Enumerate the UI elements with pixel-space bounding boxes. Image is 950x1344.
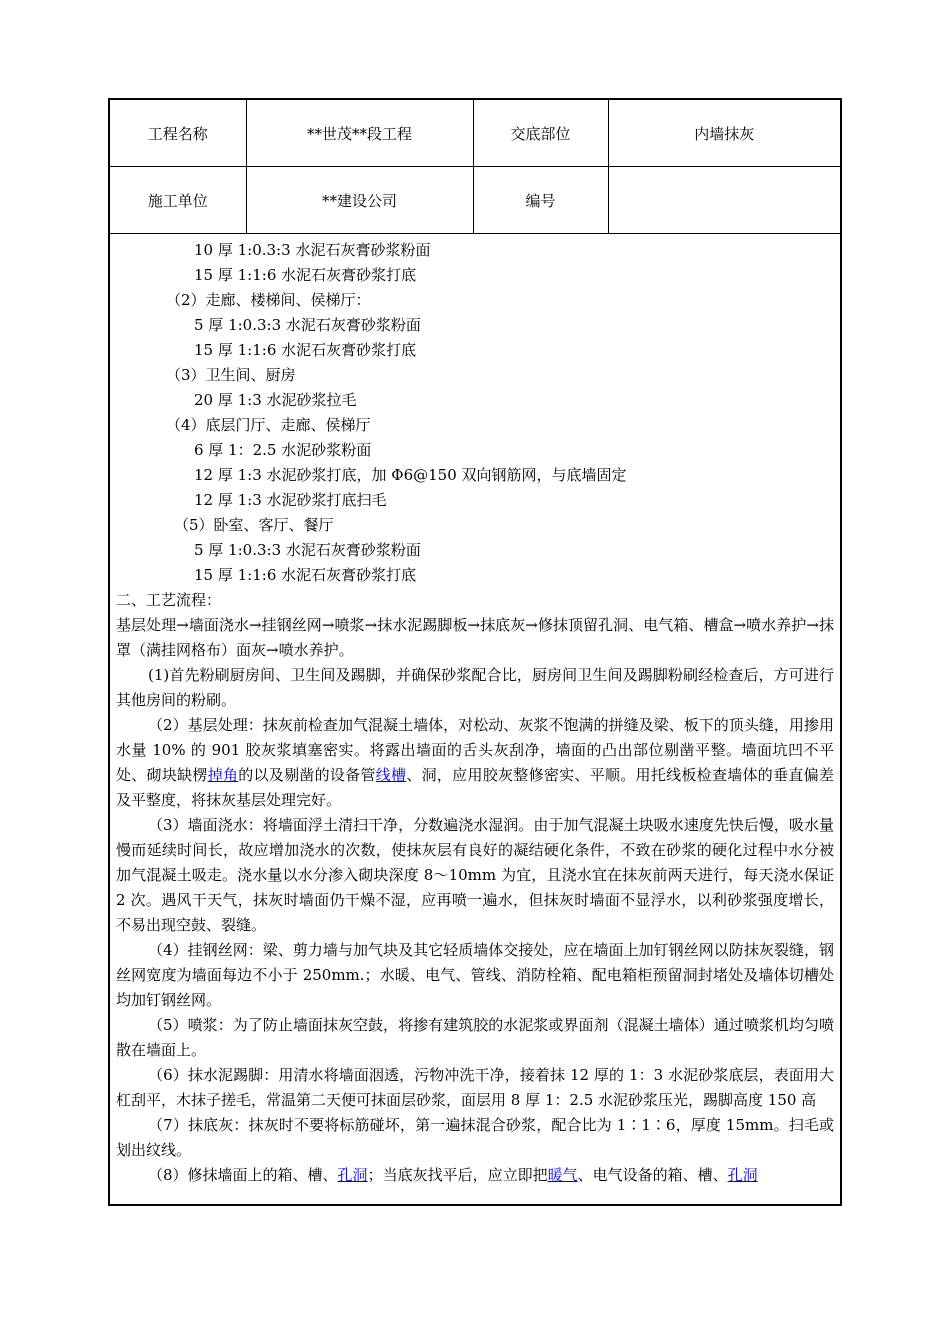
paragraph-2-text-b: 的以及剔凿的设备管 bbox=[238, 766, 376, 784]
layer-line: 15 厚 1:1:6 水泥石灰膏砂浆打底 bbox=[194, 566, 417, 584]
paragraph-1: (1)首先粉刷厨房间、卫生间及踢脚，并确保砂浆配合比，厨房间卫生间及踢脚粉刷经检查后，方可进行其他房间的粉刷。 bbox=[116, 666, 834, 709]
subsection-heading: （5）卧室、客厅、餐厅 bbox=[174, 516, 334, 534]
document-body bbox=[116, 238, 834, 1204]
location-label: 交底部位 bbox=[473, 100, 608, 167]
unit-value: **建设公司 bbox=[246, 167, 473, 234]
subsection-heading: （4）底层门厅、走廊、侯梯厅 bbox=[166, 416, 371, 434]
number-value bbox=[608, 167, 840, 234]
paragraph-2 bbox=[116, 713, 834, 813]
layer-line: 5 厚 1:0.3:3 水泥石灰膏砂浆粉面 bbox=[194, 541, 421, 559]
paragraph-4: （4）挂钢丝网：梁、剪力墙与加气块及其它轻质墙体交接处，应在墙面上加钉钢丝网以防抹灰裂缝，钢丝网宽度为墙面每边不小于 250mm.；水暖、电气、管线、消防栓箱、配电箱柜预留洞封堵处及墙体切槽处均加钉钢丝网。 bbox=[116, 941, 834, 1009]
unit-label: 施工单位 bbox=[110, 167, 246, 234]
layer-line: 10 厚 1:0.3:3 水泥石灰膏砂浆粉面 bbox=[194, 241, 431, 259]
paragraph-2-text-c: 、洞，应用胶灰整修密实、平顺。用托线板检查墙体的垂直偏差及平整度，将抹灰基层处理完好。 bbox=[116, 766, 834, 809]
link-kongdong-2[interactable]: 孔洞 bbox=[727, 1166, 758, 1184]
layer-line: 6 厚 1：2.5 水泥砂浆粉面 bbox=[194, 441, 372, 459]
layer-line: 12 厚 1:3 水泥砂浆打底，加 Φ6@150 双向钢筋网，与底墙固定 bbox=[194, 466, 627, 484]
layer-line: 12 厚 1:3 水泥砂浆打底扫毛 bbox=[194, 491, 387, 509]
link-nuanqi[interactable]: 暖气 bbox=[547, 1166, 578, 1184]
number-label: 编号 bbox=[473, 167, 608, 234]
paragraph-2-text-a: （2）基层处理：抹灰前检查加气混凝土墙体，对松动、灰浆不饱满的拼缝及梁、板下的顶头缝，用掺用水量 10% 的 901 胶灰浆填塞密实。将露出墙面的舌头灰刮净，墙面的凸出部位剔凿平整。墙面坑凹不平处、砌块缺楞 bbox=[116, 716, 834, 784]
layer-line: 15 厚 1:1:6 水泥石灰膏砂浆打底 bbox=[194, 341, 417, 359]
paragraph-8 bbox=[116, 1163, 834, 1188]
paragraph-8-text-a: （8）修抹墙面上的箱、槽、 bbox=[148, 1166, 338, 1184]
paragraph-8-text-c: 、电气设备的箱、槽、 bbox=[577, 1166, 728, 1184]
project-name-label: 工程名称 bbox=[110, 100, 246, 167]
paragraph-5: （5）喷浆：为了防止墙面抹灰空鼓，将掺有建筑胶的水泥浆或界面剂（混凝土墙体）通过喷浆机均匀喷散在墙面上。 bbox=[116, 1016, 834, 1059]
document-page bbox=[108, 98, 842, 1206]
section-heading: 二、工艺流程： bbox=[116, 591, 222, 609]
header-table bbox=[110, 100, 840, 234]
paragraph-3: （3）墙面浇水：将墙面浮土清扫干净，分数遍浇水湿润。由于加气混凝土块吸水速度先快后慢，吸水量慢而延续时间长，故应增加浇水的次数，使抹灰层有良好的凝结硬化条件，不致在砂浆的硬化过程中水分被加气混凝土吸走。浇水量以水分渗入砌块深度 8～10mm 为宜，且浇水宜在抹灰前两天进行，每天浇水保证 2 次。遇风干天气，抹灰时墙面仍干燥不湿，应再喷一遍水，但抹灰时墙面不显浮水，以利砂浆强度增长，不易出现空鼓、裂缝。 bbox=[116, 816, 834, 934]
link-diaojiao[interactable]: 掉角 bbox=[207, 766, 239, 784]
subsection-heading: （2）走廊、楼梯间、侯梯厅： bbox=[166, 291, 371, 309]
paragraph-6: （6）抹水泥踢脚：用清水将墙面洇透，污物冲洗干净，接着抹 12 厚的 1：3 水泥砂浆底层，表面用大杠刮平，木抹子搓毛，常温第二天便可抹面层砂浆，面层用 8 厚 1：2.5 水泥砂浆压光，踢脚高度 150 高 bbox=[116, 1066, 834, 1109]
link-kongdong[interactable]: 孔洞 bbox=[337, 1166, 368, 1184]
subsection-heading: （3）卫生间、厨房 bbox=[166, 366, 296, 384]
paragraph-8-text-b: ；当底灰找平后，应立即把 bbox=[367, 1166, 548, 1184]
layer-line: 15 厚 1:1:6 水泥石灰膏砂浆打底 bbox=[194, 266, 417, 284]
header-row-unit bbox=[110, 167, 840, 234]
layer-line: 5 厚 1:0.3:3 水泥石灰膏砂浆粉面 bbox=[194, 316, 421, 334]
location-value: 内墙抹灰 bbox=[608, 100, 840, 167]
process-flow: 基层处理→墙面浇水→挂钢丝网→喷浆→抹水泥踢脚板→抹底灰→修抹顶留孔洞、电气箱、槽盒→喷水养护→抹罩（满挂网格布）面灰→喷水养护。 bbox=[116, 616, 834, 659]
project-name-value: **世茂**段工程 bbox=[246, 100, 473, 167]
link-xiancao[interactable]: 线槽 bbox=[375, 766, 407, 784]
paragraph-7: （7）抹底灰：抹灰时不要将标筋碰坏，第一遍抹混合砂浆，配合比为 1∶1∶6，厚度 15mm。扫毛或划出纹线。 bbox=[116, 1116, 834, 1159]
layer-line: 20 厚 1:3 水泥砂浆拉毛 bbox=[194, 391, 357, 409]
header-row-project bbox=[110, 100, 840, 167]
